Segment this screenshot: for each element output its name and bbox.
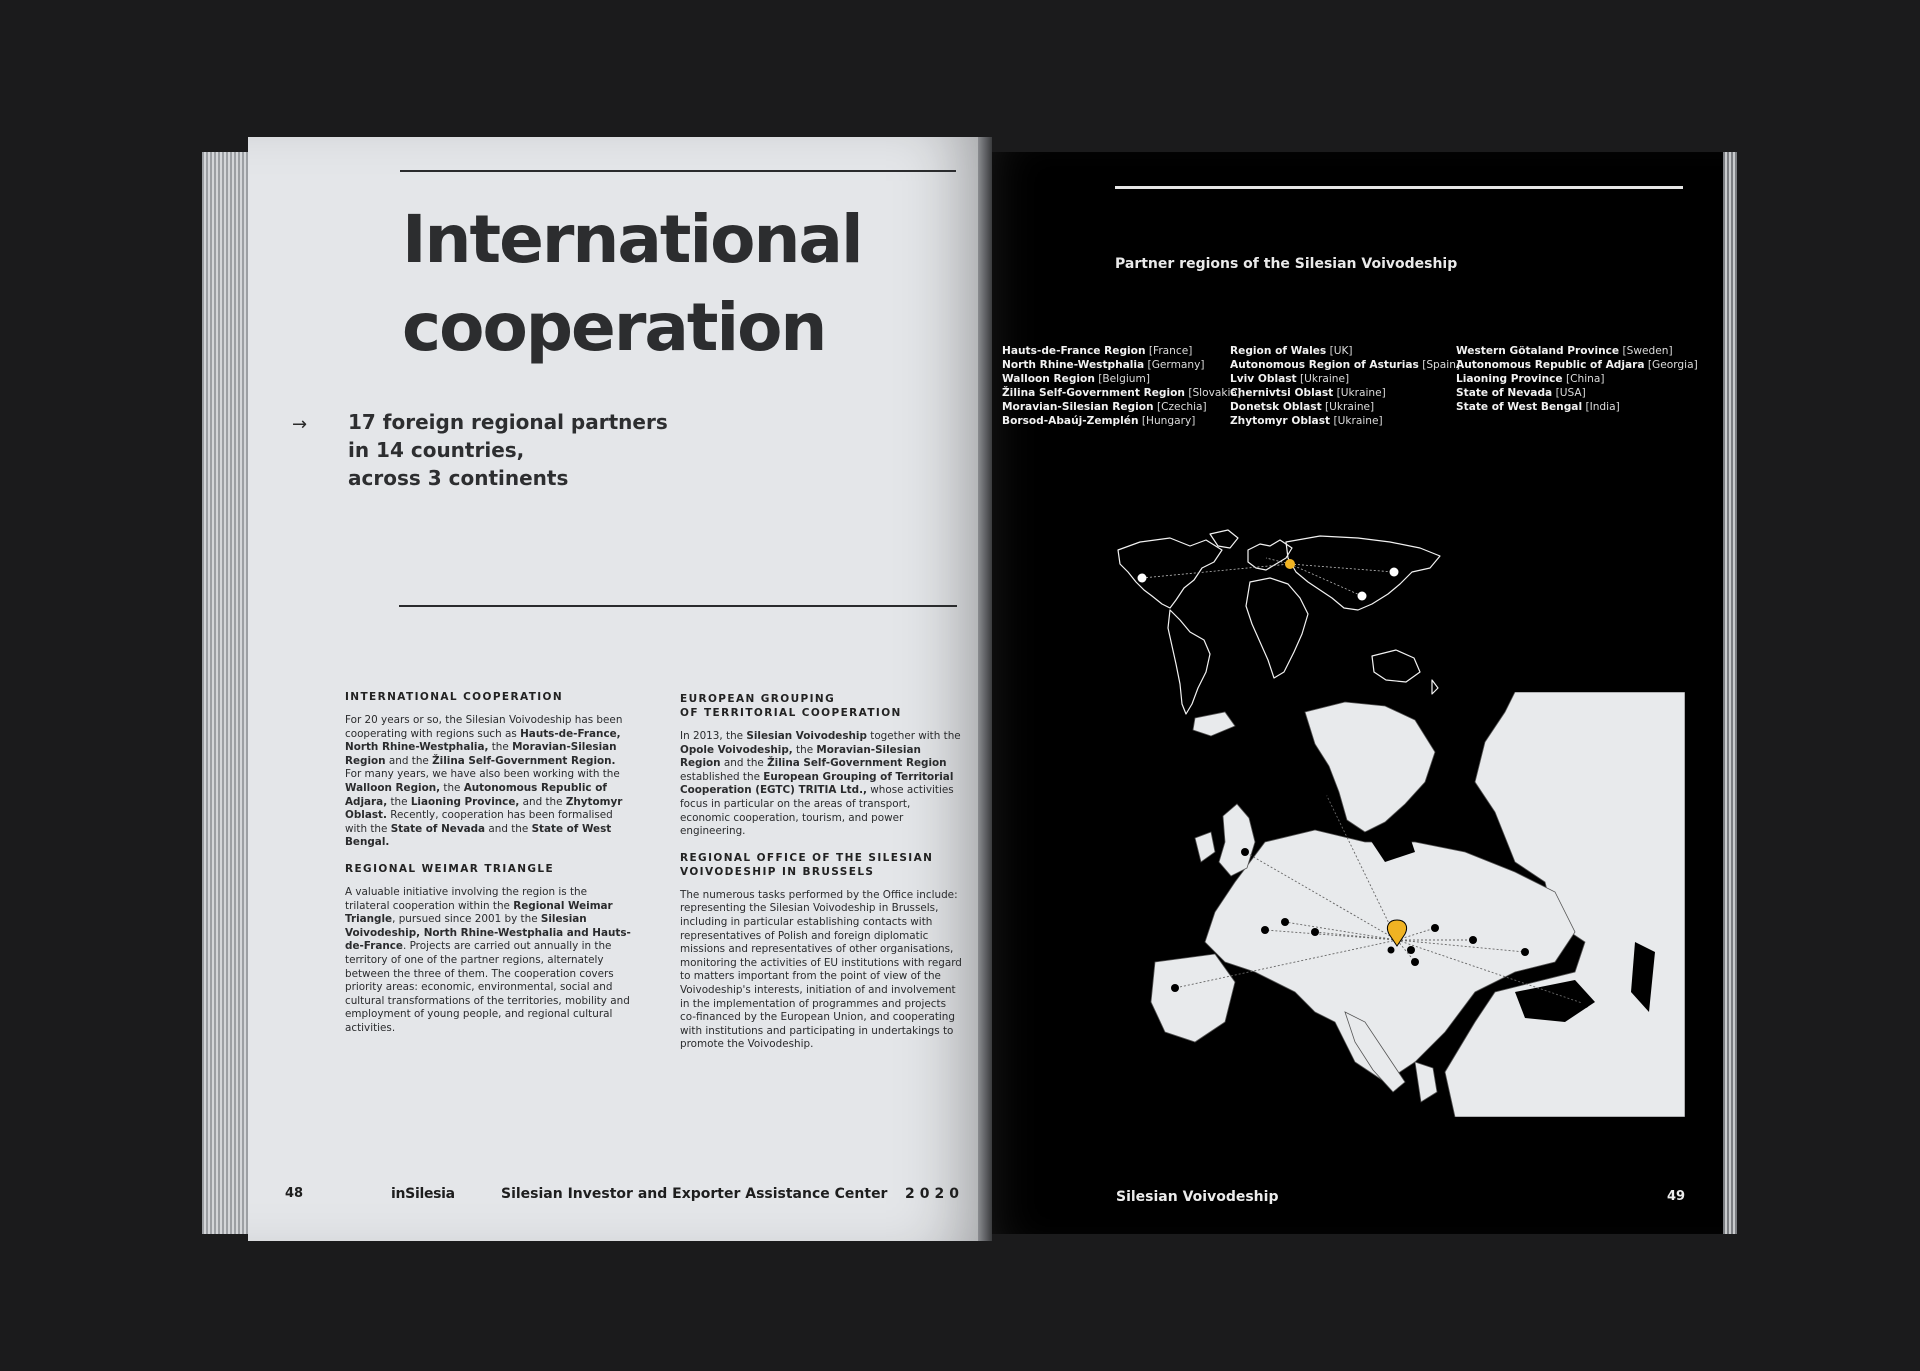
text-run: together with the [866, 730, 961, 742]
walloon-marker [1281, 918, 1289, 926]
bold-run: Opole Voivodeship, [680, 743, 793, 756]
bold-run: Liaoning Province, [410, 795, 520, 808]
region-country: [Ukraine] [1296, 373, 1350, 385]
bold-run: Moravian-Silesian Region [345, 741, 617, 767]
footer-center-name: Silesian Investor and Exporter Assistance Center [501, 1186, 888, 1202]
heading-line: REGIONAL OFFICE OF THE SILESIAN [680, 851, 934, 864]
region-entry [1230, 400, 1460, 414]
section-paragraph [345, 714, 631, 850]
arrow-right-icon: → [292, 414, 308, 435]
region-country: [Germany] [1144, 359, 1205, 371]
highlight-lines [348, 408, 668, 492]
region-entry [1002, 386, 1241, 400]
region-country: [Czechia] [1153, 401, 1207, 413]
west-bengal-marker [1358, 592, 1367, 601]
region-name: Autonomous Republic of Adjara [1456, 359, 1645, 371]
book-spine [978, 137, 992, 1241]
region-name: Donetsk Oblast [1230, 401, 1322, 413]
regions-column-3 [1456, 344, 1698, 414]
region-country: [Ukraine] [1333, 387, 1386, 399]
text-run: In 2013, the [680, 730, 747, 742]
region-name: Zhytomyr Oblast [1230, 415, 1331, 427]
bold-run: State of West Bengal. [345, 822, 612, 849]
bold-run: Walloon Region, [345, 781, 441, 794]
region-entry [1456, 344, 1698, 358]
bold-run: Silesian Voivodeship, North Rhine-Westphalia and Hauts-de-France [345, 913, 631, 953]
region-entry [1230, 386, 1460, 400]
section-heading: REGIONAL WEIMAR TRIANGLE [345, 862, 555, 875]
region-name: Moravian-Silesian Region [1002, 401, 1154, 413]
text-run: established the [680, 770, 764, 783]
top-rule-light [1115, 186, 1683, 189]
region-country: [Sweden] [1619, 345, 1673, 357]
text-run: the [792, 743, 817, 756]
region-name: Borsod-Abaúj-Zemplén [1002, 415, 1139, 427]
region-country: [Ukraine] [1321, 401, 1375, 413]
title-line-2: cooperation [402, 289, 826, 366]
text-run: , pursued since 2001 by the [392, 913, 541, 926]
region-country: [USA] [1552, 387, 1586, 399]
text-run: and the [519, 795, 566, 808]
greece-landmass [1415, 1062, 1437, 1102]
gotaland-marker [1321, 788, 1329, 796]
lviv-marker [1431, 924, 1439, 932]
borsod-marker [1407, 946, 1415, 954]
asturias-marker [1171, 984, 1179, 992]
silesia-world-marker [1285, 559, 1295, 569]
region-entry [1456, 358, 1698, 372]
adjara-marker [1581, 1000, 1589, 1008]
region-country: [China] [1562, 373, 1605, 385]
region-entry [1456, 400, 1698, 414]
section-heading: INTERNATIONAL COOPERATION [345, 691, 564, 703]
text-run: the [440, 781, 464, 794]
north-america-outline [1118, 538, 1222, 608]
iberia-landmass [1151, 954, 1235, 1042]
region-entry [1002, 358, 1241, 372]
europe-map-icon [1115, 692, 1685, 1117]
region-country: [India] [1582, 401, 1620, 413]
region-country: [Georgia] [1644, 359, 1698, 371]
region-name: Autonomous Region of Asturias [1230, 359, 1419, 371]
heading-line: EUROPEAN GROUPING [680, 693, 836, 705]
section-paragraph: The numerous tasks performed by the Office include: representing the Silesian Voivodeship in Brussels, including in particular establishing contacts with representatives of Polish and foreign diplomatic missions and representatives of other organisations, monitoring the activities of EU institutions with regard to matters important from the point of view of the Voivodeship's interests, initiation of and involvement in the implementation of programmes and projects co-financed by the European Union, and cooperating with institutions and participating in undertakings to promote the Voivodeship. [680, 888, 962, 1051]
text-run: and the [385, 754, 433, 767]
region-entry [1002, 414, 1241, 428]
text-column-left [345, 690, 631, 1047]
text-run: A valuable initiative involving the region is the trilateral cooperation within the [345, 885, 587, 912]
text-run: and the [485, 822, 532, 835]
map-title: Partner regions of the Silesian Voivodeship [1115, 256, 1458, 272]
liaoning-marker [1390, 568, 1399, 577]
region-entry [1230, 414, 1460, 428]
region-entry [1002, 400, 1241, 414]
bold-run: State of Nevada [390, 822, 486, 835]
section-heading [680, 692, 962, 720]
highlight-line: in 14 countries, [348, 438, 525, 462]
bold-run: European Grouping of Territorial Cooperation (EGTC) TRITIA Ltd., [680, 770, 954, 797]
region-entry [1002, 344, 1241, 358]
text-run: the [387, 795, 411, 808]
scandinavia-landmass [1305, 702, 1435, 832]
highlight-line: across 3 continents [348, 466, 569, 490]
region-name: Hauts-de-France Region [1002, 345, 1146, 357]
text-run: . Projects are carried out annually in the territory of one of the partner regions, alternately between the three of them. The cooperation covers priority areas: economic, environmental, social and cultural transformations of the territories, mobility and employment of young people, and regional cultural activities. [345, 940, 630, 1034]
text-run: and the [720, 757, 768, 770]
chernivtsi-marker [1411, 958, 1419, 966]
region-entry [1002, 372, 1241, 386]
region-name: Region of Wales [1230, 345, 1327, 357]
page-number-right: 49 [1667, 1189, 1686, 1204]
region-name: State of Nevada [1456, 387, 1553, 399]
zhytomyr-marker [1469, 936, 1477, 944]
region-name: Žilina Self-Government Region [1002, 387, 1185, 399]
region-name: State of West Bengal [1456, 401, 1583, 413]
region-country: [Belgium] [1094, 373, 1150, 385]
region-entry [1456, 372, 1698, 386]
bold-run: Hauts-de-France, North Rhine-Westphalia, [345, 727, 621, 754]
region-name: Lviv Oblast [1230, 373, 1297, 385]
region-country: [France] [1145, 345, 1193, 357]
region-entry [1456, 386, 1698, 400]
bold-run: Zhytomyr Oblast. [345, 795, 623, 822]
nrw-marker [1311, 928, 1319, 936]
region-entry [1230, 372, 1460, 386]
section-paragraph [680, 730, 962, 839]
top-rule [400, 170, 956, 172]
region-country: [Spain] [1418, 359, 1461, 371]
nevada-marker [1138, 574, 1147, 583]
regions-column-1 [1002, 344, 1241, 428]
heading-line: VOIVODESHIP IN BRUSSELS [680, 865, 875, 878]
text-run: Recently, cooperation has been formalised with the [345, 809, 613, 835]
bold-run: Žilina Self-Government Region. [432, 754, 616, 767]
region-name: Western Götaland Province [1456, 345, 1620, 357]
region-country: [UK] [1326, 345, 1353, 357]
text-run: whose activities focus in particular on the areas of transport, economic cooperation, tourism, and power engineering. [680, 784, 954, 838]
region-name: North Rhine-Westphalia [1002, 359, 1145, 371]
region-name: Chernivtsi Oblast [1230, 387, 1334, 399]
page-title [402, 196, 922, 372]
ireland-landmass [1195, 832, 1215, 862]
region-entry [1230, 344, 1460, 358]
australia-outline [1372, 650, 1420, 682]
footer-voivodeship: Silesian Voivodeship [1116, 1189, 1279, 1205]
region-country: [Ukraine] [1330, 415, 1383, 427]
section-heading [680, 851, 962, 879]
region-entry [1230, 358, 1460, 372]
brand-logo: inSilesia [391, 1186, 455, 1202]
regions-column-2 [1230, 344, 1460, 428]
region-name: Liaoning Province [1456, 373, 1563, 385]
hauts-de-france-marker [1261, 926, 1269, 934]
text-run: For many years, we have also been working with the [345, 768, 620, 781]
text-run: For 20 years or so, the Silesian Voivodeship has been cooperating with regions such as [345, 714, 623, 740]
region-country: [Hungary] [1138, 415, 1196, 427]
wales-marker [1241, 848, 1249, 856]
title-line-1: International [402, 201, 862, 278]
section-paragraph [345, 886, 631, 1036]
bold-run: Regional Weimar Triangle [345, 899, 613, 926]
bold-run: Silesian Voivodeship [746, 730, 867, 742]
page-number-left: 48 [285, 1186, 304, 1201]
footer-year: 2020 [905, 1186, 964, 1202]
text-column-right [680, 692, 962, 1064]
bold-run: Žilina Self-Government Region [767, 757, 947, 770]
zilina-marker [1388, 947, 1395, 954]
middle-rule [399, 605, 957, 607]
bold-run: Moravian-Silesian Region [680, 743, 921, 770]
region-country: [Slovakia] [1184, 387, 1242, 399]
text-run: the [488, 741, 513, 754]
africa-outline [1246, 578, 1308, 678]
donetsk-marker [1521, 948, 1529, 956]
iceland-landmass [1193, 712, 1235, 736]
highlight-line: 17 foreign regional partners [348, 410, 668, 434]
heading-line: OF TERRITORIAL COOPERATION [680, 707, 902, 719]
bold-run: Autonomous Republic of Adjara, [345, 781, 607, 808]
region-name: Walloon Region [1002, 373, 1095, 385]
